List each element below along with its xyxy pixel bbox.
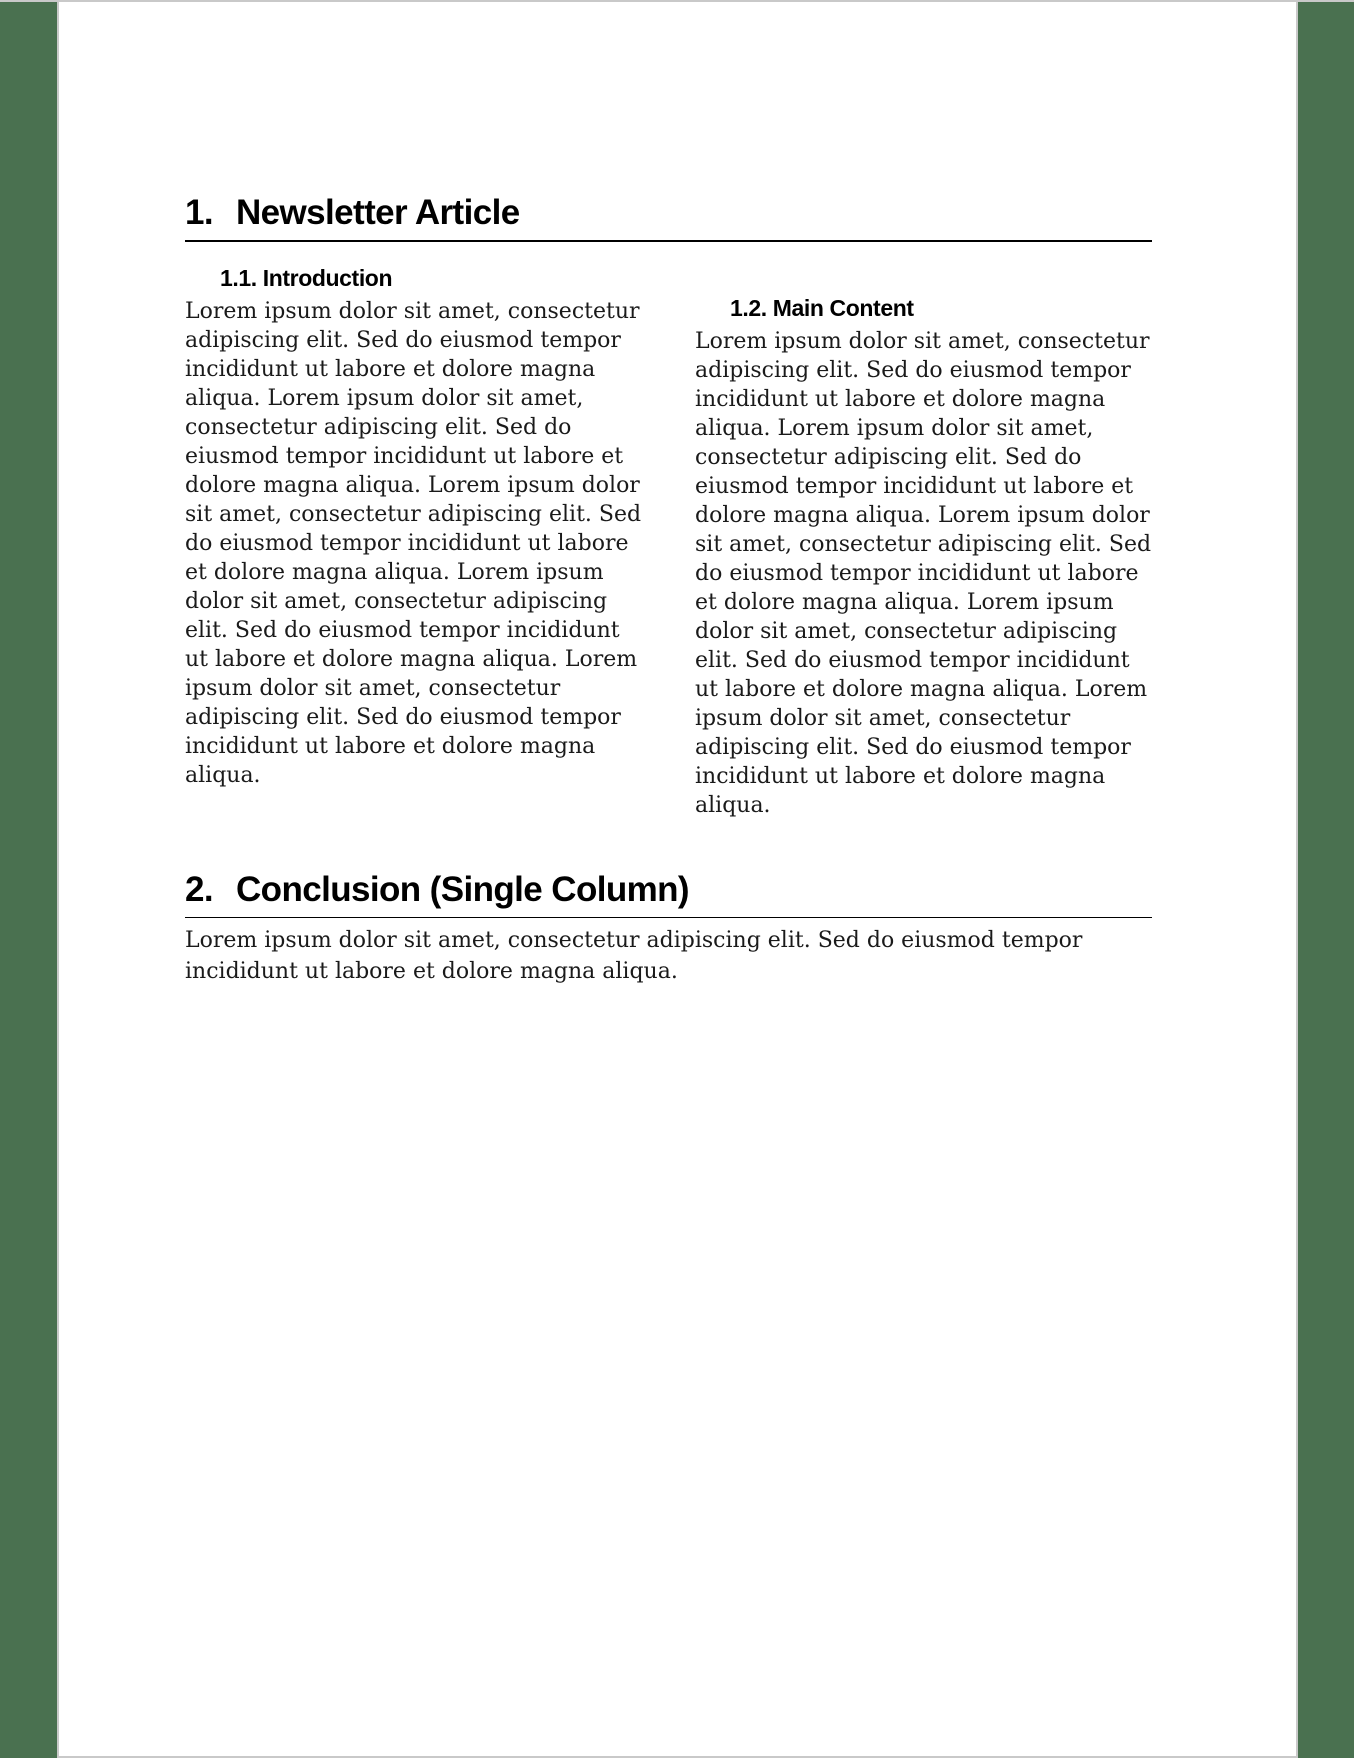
section-2-number: 2. xyxy=(185,870,213,909)
subsection-1-1-heading xyxy=(185,265,645,291)
subsection-1-2-number: 1.2. xyxy=(730,295,767,321)
section-1-number: 1. xyxy=(185,193,213,232)
section-2-heading xyxy=(185,872,1152,918)
two-column-layout xyxy=(185,265,1152,820)
column-right xyxy=(695,295,1155,820)
section-1-heading xyxy=(185,195,1152,242)
subsection-1-1-number: 1.1. xyxy=(220,265,257,291)
subsection-1-2-paragraph: Lorem ipsum dolor sit amet, consectetur adipiscing elit. Sed do eiusmod tempor incididunt ut labore et dolore magna aliqua. Lorem ipsum dolor sit amet, consectetur adipiscing elit. Sed do eiusmod tempor incididunt ut labore et dolore magna aliqua. Lorem ipsum dolor sit amet, consectetur adipiscing elit. Sed do eiusmod tempor incididunt ut labore et dolore magna aliqua. Lorem ipsum dolor sit amet, consectetur adipiscing elit. Sed do eiusmod tempor incididunt ut labore et dolore magna aliqua. Lorem ipsum dolor sit amet, consectetur adipiscing elit. Sed do eiusmod tempor incididunt ut labore et dolore magna aliqua. xyxy=(695,329,1152,818)
document-page xyxy=(57,2,1298,1758)
section-2-title: Conclusion (Single Column) xyxy=(236,870,689,909)
subsection-1-2-title: Main Content xyxy=(772,295,914,321)
section-1-title: Newsletter Article xyxy=(236,193,520,232)
subsection-1-1-paragraph: Lorem ipsum dolor sit amet, consectetur adipiscing elit. Sed do eiusmod tempor incididunt ut labore et dolore magna aliqua. Lorem ipsum dolor sit amet, consectetur adipiscing elit. Sed do eiusmod tempor incididunt ut labore et dolore magna aliqua. Lorem ipsum dolor sit amet, consectetur adipiscing elit. Sed do eiusmod tempor incididunt ut labore et dolore magna aliqua. Lorem ipsum dolor sit amet, consectetur adipiscing elit. Sed do eiusmod tempor incididunt ut labore et dolore magna aliqua. Lorem ipsum dolor sit amet, consectetur adipiscing elit. Sed do eiusmod tempor incididunt ut labore et dolore magna aliqua. xyxy=(185,299,642,788)
subsection-1-1-title: Introduction xyxy=(262,265,393,291)
subsection-1-2-heading xyxy=(695,295,1155,321)
page-content xyxy=(59,195,1296,987)
conclusion-paragraph: Lorem ipsum dolor sit amet, consectetur adipiscing elit. Sed do eiusmod tempor incididunt ut labore et dolore magna aliqua. xyxy=(185,928,1083,984)
column-left xyxy=(185,265,645,820)
